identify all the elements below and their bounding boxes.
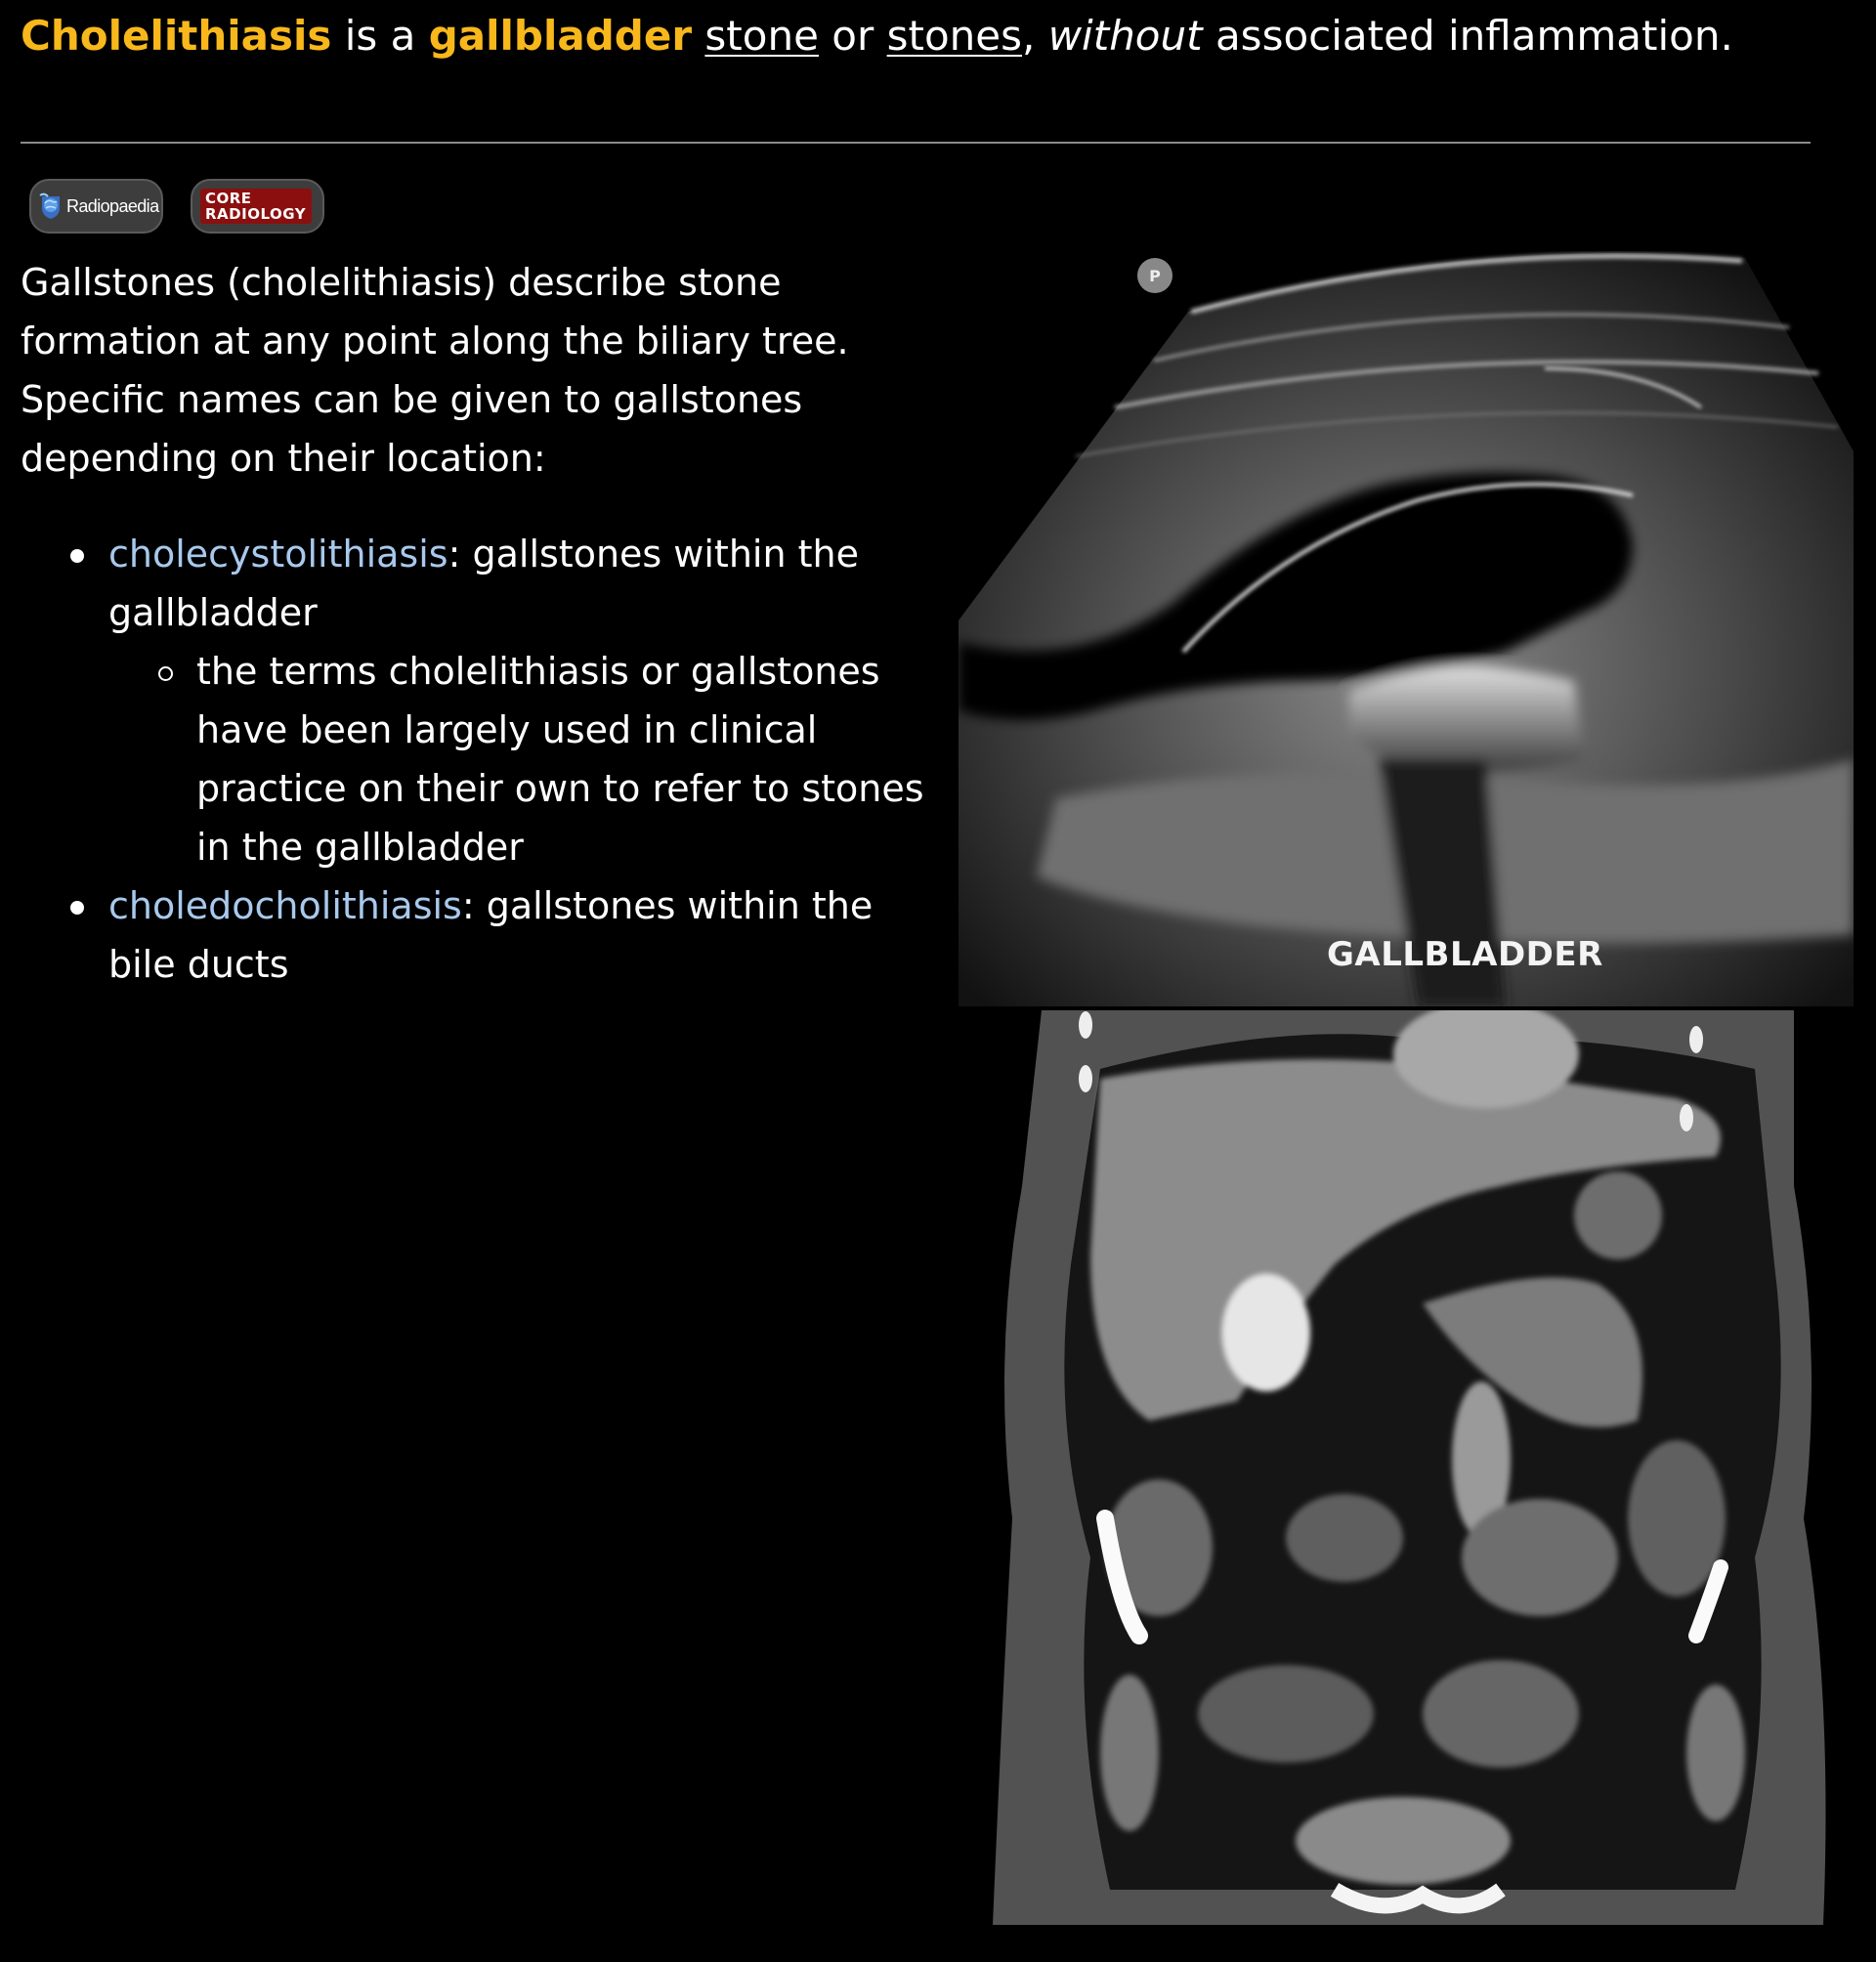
headline-text: or — [818, 12, 887, 60]
list-item — [21, 876, 949, 994]
list-item — [21, 525, 949, 876]
headline-text: associated inflammation. — [1202, 12, 1733, 60]
choledocholithiasis-link[interactable]: choledocholithiasis — [108, 884, 462, 927]
radiopaedia-badge[interactable] — [29, 179, 163, 234]
intro-paragraph: Gallstones (cholelithiasis) describe stone formation at any point along the biliary tree. Specific names can be given to gallstones depending on their location: — [21, 261, 849, 480]
headline-text: is a — [331, 12, 429, 60]
location-list — [21, 525, 949, 994]
probe-marker-label: P — [1149, 267, 1161, 285]
radiopaedia-logo-icon — [39, 192, 63, 220]
radiopaedia-label: Radiopaedia — [66, 195, 159, 216]
list-item-text: : gallstones within the gallbladder — [108, 533, 859, 634]
stones-link[interactable]: stones — [886, 12, 1022, 60]
headline-term: Cholelithiasis — [21, 12, 332, 60]
core-radiology-logo — [200, 189, 312, 224]
divider — [21, 142, 1811, 144]
stone-link[interactable]: stone — [704, 12, 819, 60]
headline-text — [692, 12, 704, 60]
ct-coronal-image — [993, 1010, 1843, 1925]
sub-list — [108, 642, 949, 876]
headline-emphasis: without — [1047, 12, 1203, 60]
core-label: CORE — [205, 190, 252, 207]
headline-text: , — [1022, 12, 1048, 60]
list-item-text: : gallstones within the bile ducts — [108, 884, 874, 986]
sub-list-item: the terms cholelithiasis or gallstones have been largely used in clinical practice on their own to refer to stones in the gallbladder — [108, 642, 949, 876]
headline — [21, 6, 1857, 66]
ultrasound-caption: GALLBLADDER — [1327, 935, 1603, 974]
ultrasound-image — [959, 251, 1854, 1006]
cholecystolithiasis-link[interactable]: cholecystolithiasis — [108, 533, 448, 576]
core-radiology-badge[interactable] — [191, 179, 324, 234]
radiology-label: RADIOLOGY — [205, 205, 307, 223]
headline-organ: gallbladder — [428, 12, 693, 60]
